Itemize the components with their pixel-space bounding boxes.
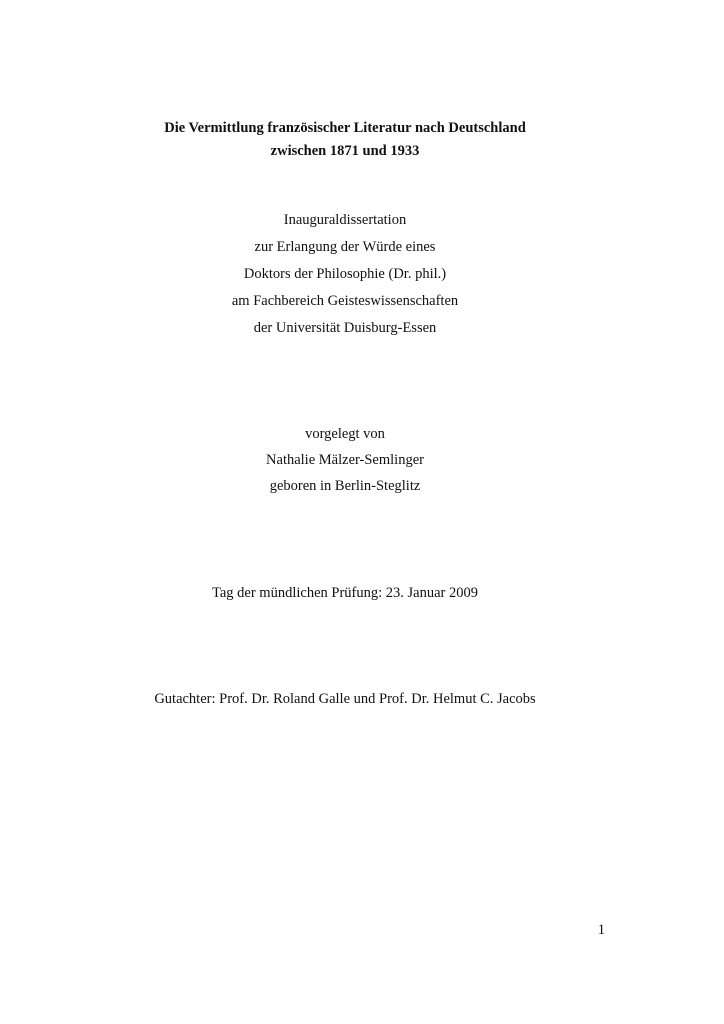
dissertation-line-5: der Universität Duisburg-Essen (253, 320, 437, 336)
dissertation-line-4: am Fachbereich Geisteswissenschaften (231, 293, 459, 309)
author-intro: vorgelegt von (305, 426, 385, 442)
reviewers: Gutachter: Prof. Dr. Roland Galle und Prof. Dr. Helmut C. Jacobs (154, 691, 536, 707)
author-birthplace: geboren in Berlin-Steglitz (269, 478, 421, 494)
dissertation-line-1: Inauguraldissertation (283, 212, 407, 228)
exam-date: Tag der mündlichen Prüfung: 23. Januar 2009 (212, 585, 478, 601)
title-line-2: zwischen 1871 und 1933 (270, 143, 420, 159)
page-number: 1 (597, 922, 605, 938)
author-name: Nathalie Mälzer-Semlinger (266, 452, 424, 468)
title-line-1: Die Vermittlung französischer Literatur nach Deutschland (164, 120, 526, 136)
dissertation-line-2: zur Erlangung der Würde eines (254, 239, 436, 255)
dissertation-line-3: Doktors der Philosophie (Dr. phil.) (243, 266, 447, 282)
